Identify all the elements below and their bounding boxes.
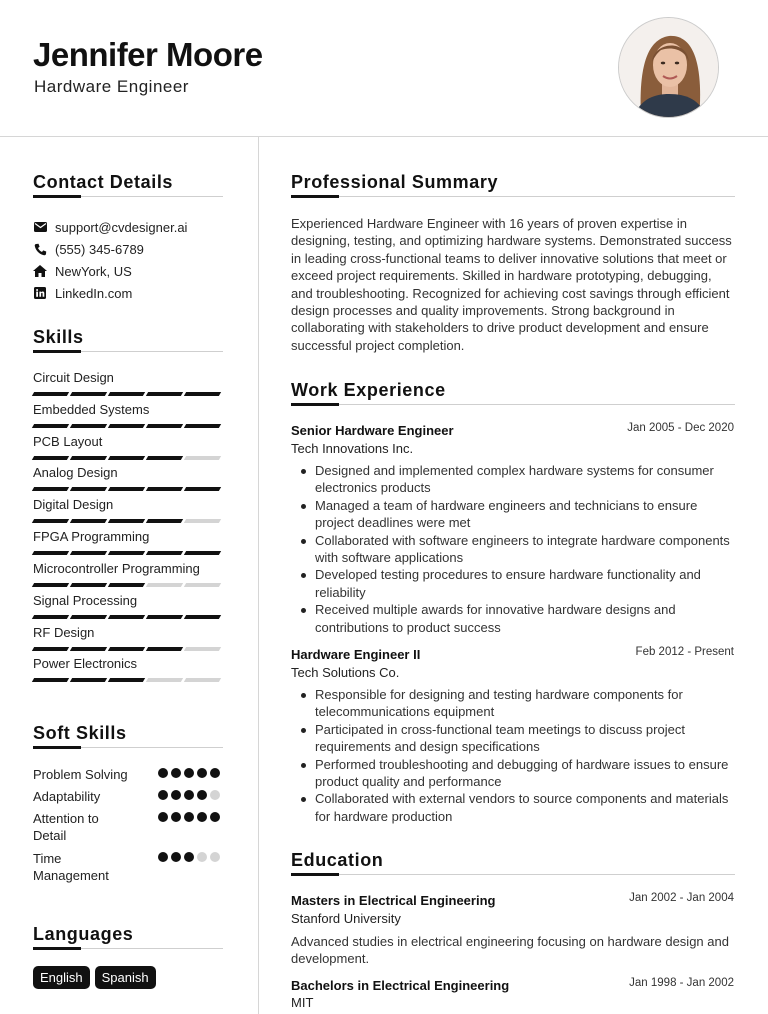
- job-role: Hardware Engineer II: [291, 647, 421, 662]
- skill-bar-filled: [32, 678, 69, 682]
- job-bullet: Developed testing procedures to ensure hardware functionality and reliability: [299, 566, 735, 601]
- skill-bar-filled: [108, 392, 145, 396]
- contact-location-text: NewYork, US: [55, 263, 132, 279]
- skill-name: PCB Layout: [33, 434, 103, 449]
- languages-rule-accent: [33, 947, 81, 950]
- soft-skill-level-dots: [158, 852, 220, 862]
- rating-dot-empty: [210, 852, 220, 862]
- summary-heading: Professional Summary: [291, 172, 499, 192]
- skill-level-bar: [33, 615, 223, 619]
- skill-item: [33, 497, 223, 523]
- skill-bar-empty: [184, 456, 221, 460]
- skill-bar-filled: [108, 551, 145, 555]
- skill-bar-filled: [108, 615, 145, 619]
- skill-level-bar: [33, 678, 223, 682]
- skill-bar-empty: [184, 519, 221, 523]
- summary-rule-accent: [291, 195, 339, 198]
- skill-bar-filled: [146, 456, 183, 460]
- rating-dot-filled: [210, 768, 220, 778]
- skill-bar-filled: [184, 487, 221, 491]
- rating-dot-filled: [158, 852, 168, 862]
- skill-item: [33, 434, 223, 460]
- education-rule-accent: [291, 873, 339, 876]
- job-bullet: Performed troubleshooting and debugging of hardware issues to ensure product quality and performance: [299, 756, 735, 791]
- skill-bar-filled: [184, 424, 221, 428]
- skill-bar-empty: [184, 647, 221, 651]
- skill-bar-empty: [184, 678, 221, 682]
- skill-bar-filled: [70, 615, 107, 619]
- skill-name: Embedded Systems: [33, 402, 150, 417]
- rating-dot-filled: [197, 812, 207, 822]
- skill-bar-filled: [146, 551, 183, 555]
- skill-bar-filled: [32, 456, 69, 460]
- contact-heading: Contact Details: [33, 172, 174, 192]
- skill-bar-filled: [70, 392, 107, 396]
- skill-bar-filled: [70, 583, 107, 587]
- skill-name: Signal Processing: [33, 593, 138, 608]
- skill-name: Circuit Design: [33, 370, 114, 385]
- phone-icon: [33, 242, 47, 256]
- skill-bar-filled: [70, 456, 107, 460]
- skill-bar-filled: [70, 424, 107, 428]
- rating-dot-filled: [171, 790, 181, 800]
- rating-dot-filled: [210, 812, 220, 822]
- job-bullet: Managed a team of hardware engineers and technicians to ensure project deadlines were met: [299, 497, 735, 532]
- contact-phone-text: (555) 345-6789: [55, 241, 144, 257]
- job-bullet: Responsible for designing and testing hardware components for telecommunications equipment: [299, 686, 735, 721]
- contact-linkedin[interactable]: [33, 284, 132, 302]
- education-school: MIT: [291, 995, 314, 1010]
- soft-skill-level-dots: [158, 768, 220, 778]
- skill-bar-filled: [146, 487, 183, 491]
- skill-bar-filled: [184, 392, 221, 396]
- candidate-title: Hardware Engineer: [34, 77, 189, 96]
- soft-skill-item: [33, 810, 223, 844]
- job-bullet: Designed and implemented complex hardware systems for consumer electronics products: [299, 462, 735, 497]
- rating-dot-empty: [210, 790, 220, 800]
- soft-skill-name: Adaptability: [33, 789, 101, 804]
- skill-bar-filled: [184, 615, 221, 619]
- soft-skill-level-dots: [158, 812, 220, 822]
- skill-bar-filled: [184, 551, 221, 555]
- skill-item: [33, 370, 223, 396]
- linkedin-icon: [33, 286, 47, 300]
- job-bullet: Collaborated with software engineers to integrate hardware components with software applications: [299, 532, 735, 567]
- language-badge: Spanish: [95, 966, 156, 989]
- soft-skill-name: Problem Solving: [33, 767, 128, 782]
- skill-bar-filled: [32, 424, 69, 428]
- contact-email-text: support@cvdesigner.ai: [55, 219, 188, 235]
- skill-bar-filled: [70, 487, 107, 491]
- job-bullets: [299, 686, 735, 825]
- skills-rule-accent: [33, 350, 81, 353]
- skill-name: Microcontroller Programming: [33, 561, 200, 576]
- job-bullet: Received multiple awards for innovative hardware designs and contributions to product success: [299, 601, 735, 636]
- skill-item: [33, 465, 223, 491]
- job-bullet: Collaborated with external vendors to source components and materials for hardware production: [299, 790, 735, 825]
- job-role: Senior Hardware Engineer: [291, 423, 454, 438]
- soft-skills-rule-accent: [33, 746, 81, 749]
- language-badge: English: [33, 966, 90, 989]
- skill-bar-filled: [32, 583, 69, 587]
- job-company: Tech Solutions Co.: [291, 665, 400, 680]
- soft-skill-item: [33, 788, 223, 805]
- skill-bar-empty: [184, 583, 221, 587]
- education-description: Advanced studies in electrical engineering focusing on hardware design and development.: [291, 934, 729, 967]
- soft-skills-heading: Soft Skills: [33, 723, 127, 743]
- job-company: Tech Innovations Inc.: [291, 441, 414, 456]
- rating-dot-filled: [184, 768, 194, 778]
- candidate-name: Jennifer Moore: [33, 36, 263, 73]
- profile-photo: [618, 17, 719, 118]
- skill-level-bar: [33, 424, 223, 428]
- skill-level-bar: [33, 647, 223, 651]
- skill-bar-filled: [108, 647, 145, 651]
- skill-item: [33, 529, 223, 555]
- work-heading: Work Experience: [291, 380, 446, 400]
- rating-dot-filled: [158, 790, 168, 800]
- skill-bar-filled: [108, 487, 145, 491]
- skill-bar-filled: [146, 392, 183, 396]
- rating-dot-filled: [171, 768, 181, 778]
- soft-skill-item: [33, 766, 223, 783]
- soft-skill-item: [33, 850, 223, 884]
- skill-bar-filled: [32, 647, 69, 651]
- resume-header: [0, 0, 768, 137]
- rating-dot-filled: [197, 790, 207, 800]
- skill-bar-filled: [32, 615, 69, 619]
- soft-skill-name: Attention to Detail: [33, 811, 99, 843]
- skill-level-bar: [33, 392, 223, 396]
- skill-bar-filled: [108, 519, 145, 523]
- skill-level-bar: [33, 551, 223, 555]
- skill-bar-filled: [146, 519, 183, 523]
- skill-bar-filled: [146, 615, 183, 619]
- skill-bar-filled: [70, 647, 107, 651]
- languages-heading: Languages: [33, 924, 134, 944]
- education-degree: Masters in Electrical Engineering: [291, 893, 496, 908]
- skill-bar-filled: [146, 647, 183, 651]
- skill-bar-empty: [146, 678, 183, 682]
- contact-phone[interactable]: [33, 240, 144, 258]
- skill-bar-filled: [108, 456, 145, 460]
- skill-level-bar: [33, 487, 223, 491]
- rating-dot-filled: [197, 768, 207, 778]
- skill-item: [33, 593, 223, 619]
- language-list: [33, 966, 156, 989]
- contact-rule-accent: [33, 195, 81, 198]
- job-bullets: [299, 462, 735, 636]
- skill-bar-filled: [32, 551, 69, 555]
- skill-bar-filled: [70, 551, 107, 555]
- soft-skill-name: Time Management: [33, 851, 109, 883]
- skill-bar-filled: [108, 583, 145, 587]
- skill-bar-filled: [32, 519, 69, 523]
- job-dates: Feb 2012 - Present: [635, 646, 734, 658]
- column-divider: [258, 137, 259, 1014]
- home-icon: [33, 264, 47, 278]
- education-dates: Jan 2002 - Jan 2004: [629, 892, 734, 904]
- rating-dot-filled: [158, 768, 168, 778]
- skill-name: Power Electronics: [33, 656, 138, 671]
- skill-level-bar: [33, 583, 223, 587]
- rating-dot-filled: [158, 812, 168, 822]
- job-bullet: Participated in cross-functional team meetings to discuss project requirements and design specifications: [299, 721, 735, 756]
- job-dates: Jan 2005 - Dec 2020: [627, 422, 734, 434]
- skill-bar-filled: [146, 424, 183, 428]
- soft-skill-level-dots: [158, 790, 220, 800]
- skill-bar-filled: [108, 424, 145, 428]
- skill-bar-filled: [32, 392, 69, 396]
- education-school: Stanford University: [291, 911, 401, 926]
- skill-name: Analog Design: [33, 465, 118, 480]
- education-dates: Jan 1998 - Jan 2002: [629, 977, 734, 989]
- rating-dot-filled: [171, 852, 181, 862]
- education-degree: Bachelors in Electrical Engineering: [291, 978, 510, 993]
- skill-name: RF Design: [33, 625, 95, 640]
- rating-dot-filled: [184, 790, 194, 800]
- rating-dot-empty: [197, 852, 207, 862]
- skill-bar-filled: [70, 519, 107, 523]
- rating-dot-filled: [171, 812, 181, 822]
- contact-email[interactable]: [33, 218, 187, 236]
- skill-item: [33, 402, 223, 428]
- skills-heading: Skills: [33, 327, 84, 347]
- skill-bar-empty: [146, 583, 183, 587]
- rating-dot-filled: [184, 812, 194, 822]
- summary-text: Experienced Hardware Engineer with 16 years of proven expertise in designing, testing, and optimizing hardware systems. Demonstrated success in leading cross-functional teams to deliver innovative solutions that meet or exceed project requirements. Skilled in hardware prototyping, debugging, and troubleshooting. Recognized for achieving cost savings through efficient design processes and quality improvements. Strong background in collaborating with stakeholders to drive product development and ensure successful project completion.: [291, 216, 732, 353]
- summary-rule: [291, 196, 735, 197]
- contact-location: [33, 262, 132, 280]
- skill-name: Digital Design: [33, 497, 114, 512]
- skill-bar-filled: [70, 678, 107, 682]
- skill-level-bar: [33, 519, 223, 523]
- skill-level-bar: [33, 456, 223, 460]
- skill-item: [33, 625, 223, 651]
- skill-item: [33, 656, 223, 682]
- skill-bar-filled: [32, 487, 69, 491]
- skill-bar-filled: [108, 678, 145, 682]
- skill-item: [33, 561, 223, 587]
- contact-linkedin-text: LinkedIn.com: [55, 285, 133, 301]
- email-icon: [33, 220, 47, 234]
- rating-dot-filled: [184, 852, 194, 862]
- work-rule-accent: [291, 403, 339, 406]
- education-rule: [291, 874, 735, 875]
- education-heading: Education: [291, 850, 384, 870]
- work-rule: [291, 404, 735, 405]
- skill-name: FPGA Programming: [33, 529, 150, 544]
